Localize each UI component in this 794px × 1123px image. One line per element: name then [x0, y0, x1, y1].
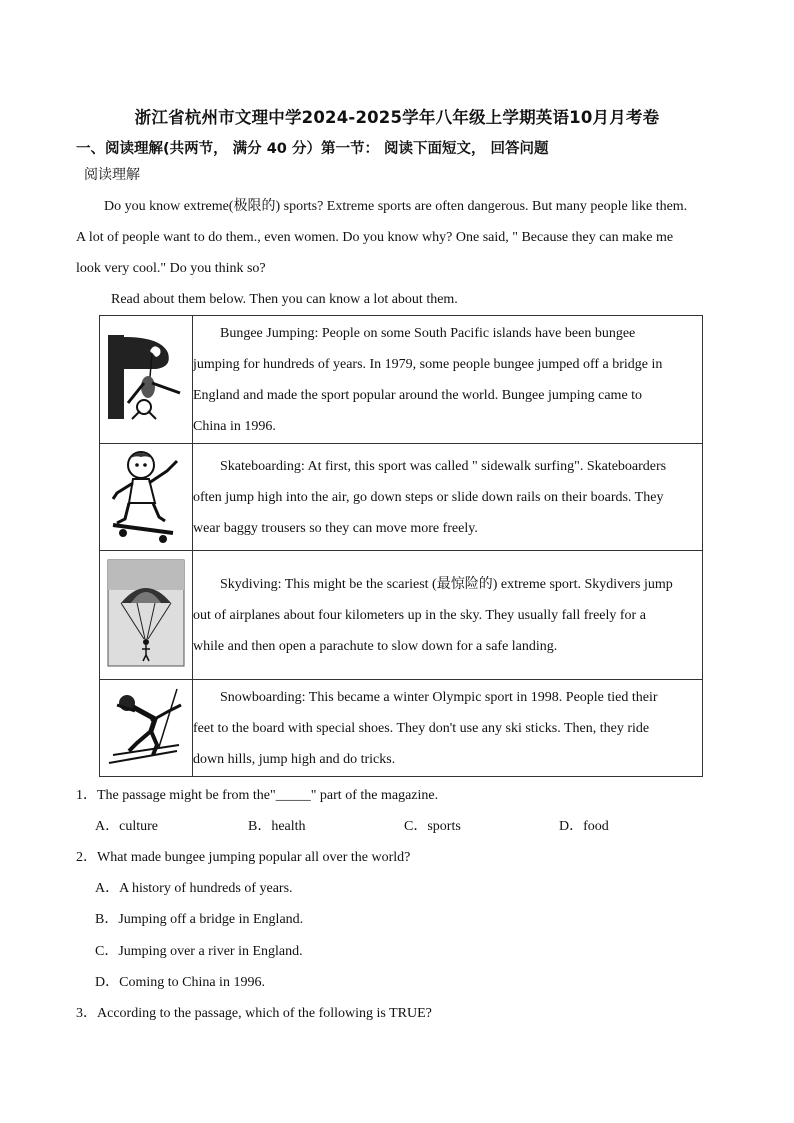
- skydiving-description: Skydiving: This might be the scariest (最惊险的) extreme sport. Skydivers jump out of airplanes about four kilometers up in the sky. They usually fall freely for a while and then open a parachute to slow down for a safe landing.: [193, 551, 703, 680]
- option-d: D．Coming to China in 1996.: [95, 975, 265, 990]
- option-a: A．culture: [95, 819, 158, 834]
- sports-table: [99, 315, 703, 777]
- skateboarding-illustration: [107, 447, 185, 543]
- picture-cell: [100, 444, 193, 551]
- bungee-jumping-illustration: [106, 333, 186, 421]
- intro-paragraph: [76, 191, 716, 284]
- option-c: C．sports: [404, 819, 461, 834]
- intro-line: Do you know extreme(极限的) sports? Extreme sports are often dangerous. But many people like them.: [104, 199, 688, 214]
- intro-line: A lot of people want to do them., even women. Do you know why? One said, " Because they can make me: [76, 230, 674, 245]
- picture-cell: [100, 551, 193, 680]
- picture-cell: [100, 316, 193, 444]
- picture-cell: [100, 680, 193, 777]
- subsection-label: 阅读理解: [84, 167, 140, 183]
- table-row: [100, 316, 703, 444]
- exam-title: 浙江省杭州市文理中学2024-2025学年八年级上学期英语10月月考卷: [134, 108, 660, 127]
- bungee-description: Bungee Jumping: People on some South Pacific islands have been bungee jumping for hundreds of years. In 1979, some people bungee jumped off a bridge in England and made the sport popular around the world. Bungee jumping came to China in 1996.: [193, 316, 703, 444]
- option-b: B．health: [248, 819, 306, 834]
- snowboarding-illustration: [107, 685, 185, 767]
- question-stem: 1．The passage might be from the"_____" part of the magazine.: [76, 788, 439, 803]
- section-heading: 一、阅读理解(共两节， 满分 40 分）第一节： 阅读下面短文， 回答问题: [76, 141, 549, 157]
- question-stem: 3．According to the passage, which of the following is TRUE?: [76, 1006, 432, 1021]
- question-stem: 2．What made bungee jumping popular all over the world?: [76, 850, 411, 865]
- option-c: C．Jumping over a river in England.: [95, 944, 303, 959]
- skateboarding-description: Skateboarding: At first, this sport was called " sidewalk surfing". Skateboarders often jump high into the air, go down steps or slide down rails on their boards. They wear baggy trousers so they can move more freely.: [193, 444, 703, 551]
- table-row: [100, 444, 703, 551]
- table-row: [100, 680, 703, 777]
- table-row: [100, 551, 703, 680]
- read-instruction: Read about them below. Then you can know a lot about them.: [111, 292, 458, 307]
- snowboarding-description: Snowboarding: This became a winter Olympic sport in 1998. People tied their feet to the board with special shoes. They don't use any ski sticks. Then, they ride down hills, jump high and do tricks.: [193, 680, 703, 777]
- skydiving-illustration: [107, 559, 185, 667]
- option-d: D．food: [559, 819, 609, 834]
- option-b: B．Jumping off a bridge in England.: [95, 912, 304, 927]
- option-a: A．A history of hundreds of years.: [95, 881, 293, 896]
- intro-line: look very cool." Do you think so?: [76, 261, 266, 276]
